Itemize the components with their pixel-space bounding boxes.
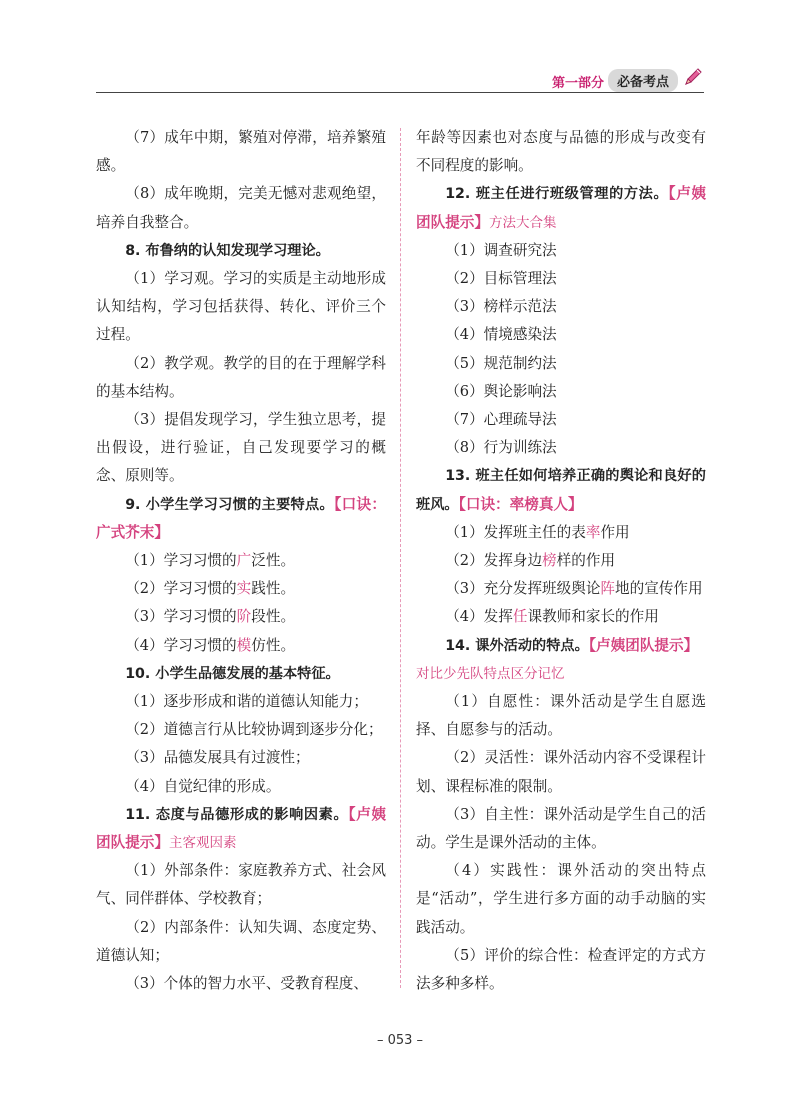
keyword-highlight: 榜 xyxy=(542,552,557,570)
team-hint: 【卢姨团队提示】 xyxy=(588,636,699,654)
list-item: （1）学习习惯的广泛性。 xyxy=(125,552,296,570)
keyword-highlight: 任 xyxy=(512,608,528,626)
list-item: （3）个体的智力水平、受教育程度、 xyxy=(125,975,368,993)
section-heading-14 xyxy=(416,632,706,660)
section-heading-13 xyxy=(416,462,706,518)
heading-text: 11. 态度与品德形成的影响因素。 xyxy=(125,806,349,823)
heading-text: 10. 小学生品德发展的基本特征。 xyxy=(125,665,340,682)
mnemonic-hint: 【口诀：广式芥末】 xyxy=(96,495,387,541)
team-hint: 【卢姨团队提示】 xyxy=(96,805,387,852)
list-item: （2）目标管理法 xyxy=(445,270,557,288)
section-heading-9 xyxy=(96,491,386,547)
list-item: （2）道德言行从比较协调到逐步分化； xyxy=(125,721,383,739)
list-item: （2）发挥身边榜样的作用 xyxy=(445,552,616,570)
part-label: 第一部分 xyxy=(551,76,604,91)
list-item: （1）发挥班主任的表率作用 xyxy=(445,523,630,541)
heading-text: 13. 班主任如何培养正确的舆论和良好的班风。 xyxy=(416,468,706,513)
keyword-highlight: 阶 xyxy=(236,608,252,626)
paragraph: （7）成年中期，繁殖对停滞，培养繁殖感。 xyxy=(96,129,386,175)
list-item: （7）心理疏导法 xyxy=(445,411,557,429)
heading-text: 12. 班主任进行班级管理的方法。 xyxy=(445,186,669,203)
page-header xyxy=(96,68,704,90)
list-item: （4）情境感染法 xyxy=(445,326,557,344)
section-badge: 必备考点 xyxy=(608,69,678,92)
page-number: – 053 – xyxy=(376,1033,424,1048)
paragraph-continued: 年龄等因素也对态度与品德的形成与改变有不同程度的影响。 xyxy=(416,129,706,175)
hint-note: 主客观因素 xyxy=(168,835,237,852)
list-item: （3）品德发展具有过渡性； xyxy=(125,749,310,767)
keyword-highlight: 模 xyxy=(236,636,252,654)
keyword-highlight: 实 xyxy=(236,580,252,598)
paragraph: （3）提倡发现学习，学生独立思考，提出假设，进行验证，自己发现要学习的概念、原则等。 xyxy=(96,411,386,485)
list-item: （4）实践性：课外活动的突出特点是“活动”，学生进行多方面的动手动脑的实践活动。 xyxy=(416,862,706,936)
section-heading-8 xyxy=(96,237,386,265)
list-item: （4）自觉纪律的形成。 xyxy=(125,777,281,795)
list-item: （8）行为训练法 xyxy=(445,439,557,457)
heading-text: 9. 小学生学习习惯的主要特点。 xyxy=(125,496,335,513)
paragraph: （8）成年晚期，完美无憾对悲观绝望，培养自我整合。 xyxy=(96,185,386,231)
list-item: （3）自主性：课外活动是学生自己的活动。学生是课外活动的主体。 xyxy=(416,805,706,852)
list-item: （1）逐步形成和谐的道德认知能力； xyxy=(125,693,368,711)
list-item: （2）学习习惯的实践性。 xyxy=(125,580,296,598)
section-heading-12 xyxy=(416,180,706,236)
keyword-highlight: 阵 xyxy=(600,580,616,598)
keyword-highlight: 广 xyxy=(236,552,252,570)
list-item: （1）调查研究法 xyxy=(445,241,557,259)
pencil-icon xyxy=(682,66,704,88)
keyword-highlight: 率 xyxy=(585,523,601,541)
list-item: （2）内部条件：认知失调、态度定势、道德认知； xyxy=(96,918,386,964)
left-column xyxy=(96,124,386,998)
section-heading-10 xyxy=(96,660,386,688)
list-item: （1）外部条件：家庭教养方式、社会风气、同伴群体、学校教育； xyxy=(96,862,386,908)
paragraph: （1）学习观。学习的实质是主动地形成认知结构，学习包括获得、转化、评价三个过程。 xyxy=(96,270,386,344)
paragraph: （2）教学观。教学的目的在于理解学科的基本结构。 xyxy=(96,354,386,400)
list-item: （2）灵活性：课外活动内容不受课程计划、课程标准的限制。 xyxy=(416,749,706,795)
column-divider xyxy=(400,128,401,988)
list-item: （5）评价的综合性：检查评定的方式方法多种多样。 xyxy=(416,946,706,993)
list-item: （1）自愿性：课外活动是学生自愿选择、自愿参与的活动。 xyxy=(416,693,706,739)
section-heading-11 xyxy=(96,801,386,857)
mnemonic-hint: 【口诀：率榜真人】 xyxy=(458,495,583,513)
list-item: （6）舆论影响法 xyxy=(445,382,557,400)
team-hint: 【卢姨团队提示】 xyxy=(416,185,707,231)
header-rule xyxy=(96,92,704,93)
hint-note: 方法大合集 xyxy=(488,214,557,231)
list-item: （4）学习习惯的模仿性。 xyxy=(125,636,296,654)
hint-note: 对比少先队特点区分记忆 xyxy=(416,665,565,682)
list-item: （3）学习习惯的阶段性。 xyxy=(125,608,296,626)
heading-text: 8. 布鲁纳的认知发现学习理论。 xyxy=(125,242,330,259)
heading-text: 14. 课外活动的特点。 xyxy=(445,637,589,654)
list-item: （3）榜样示范法 xyxy=(445,298,557,316)
list-item: （4）发挥任课教师和家长的作用 xyxy=(445,608,659,626)
hint-note-line xyxy=(416,660,706,688)
list-item: （5）规范制约法 xyxy=(445,354,557,372)
list-item: （3）充分发挥班级舆论阵地的宣传作用 xyxy=(445,580,703,598)
right-column xyxy=(416,124,706,998)
